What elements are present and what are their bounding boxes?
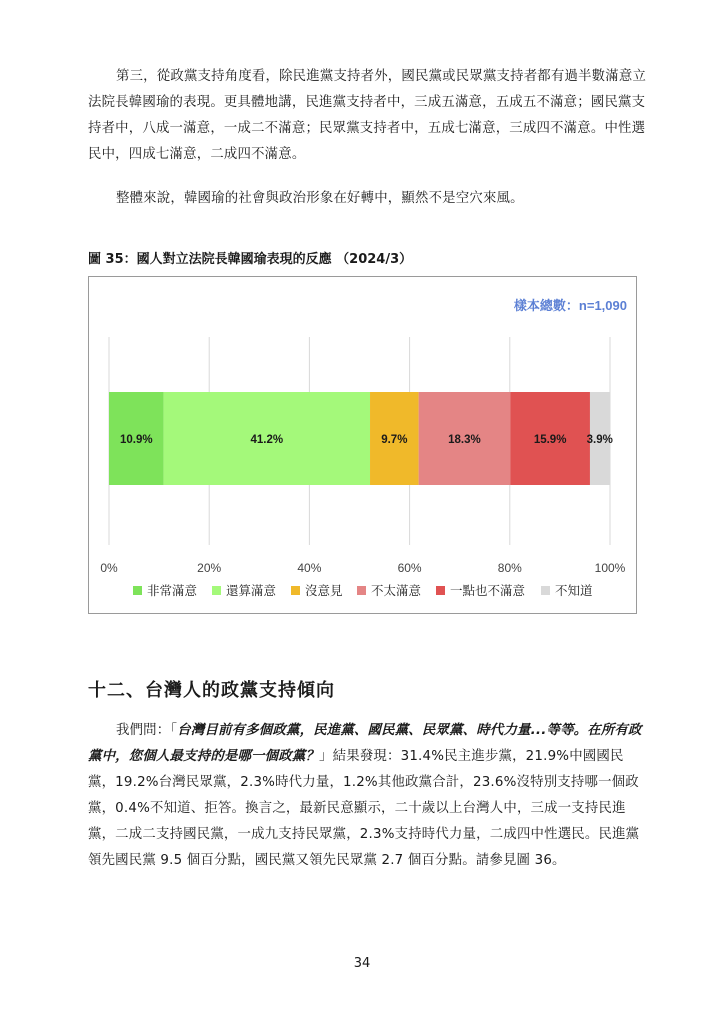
legend-swatch	[357, 586, 366, 595]
data-label: 3.9%	[586, 434, 613, 446]
question-close: 」	[319, 749, 333, 764]
section-heading: 十二、台灣人的政黨支持傾向	[88, 680, 335, 701]
legend-label: 非常滿意	[147, 583, 198, 598]
data-label: 9.7%	[381, 434, 408, 446]
paragraph-text: 第三，從政黨支持角度看，除民進黨支持者外，國民黨或民眾黨支持者都有過半數滿意立法院長韓國瑜的表現。更具體地講，民進黨支持者中，三成五滿意，五成五不滿意；國民黨支持者中，八成一滿意，一成二不滿意；民眾黨支持者中，五成七滿意，三成四不滿意。中性選民中，四成七滿意，二成四不滿意。	[88, 69, 647, 162]
legend-swatch	[133, 586, 142, 595]
x-tick-label: 60%	[397, 561, 422, 575]
sample-size-note: 樣本總數：n=1,090	[513, 298, 627, 313]
legend-label: 不知道	[555, 583, 593, 598]
survey-question: 台灣目前有多個政黨，民進黨、國民黨、民眾黨、時代力量...等等。在所有政黨中，您個人最支持的是哪一個政黨？	[88, 723, 642, 764]
figure-caption: 圖 35：國人對立法院長韓國瑜表現的反應 （2024/3）	[88, 252, 413, 267]
legend-label: 沒意見	[305, 583, 343, 598]
legend-swatch	[436, 586, 445, 595]
paragraph-text: 整體來說，韓國瑜的社會與政治形象在好轉中，顯然不是空穴來風。	[116, 191, 524, 206]
legend-swatch	[212, 586, 221, 595]
page-number: 34	[353, 956, 371, 971]
legend-label: 還算滿意	[226, 583, 277, 598]
data-label: 18.3%	[448, 434, 481, 446]
data-label: 15.9%	[533, 434, 567, 446]
paragraph-party-support	[88, 64, 648, 168]
paragraph-party-preference	[88, 718, 648, 874]
legend-swatch	[291, 586, 300, 595]
legend	[133, 583, 593, 598]
legend-swatch	[541, 586, 550, 595]
x-tick-label: 80%	[497, 561, 522, 575]
legend-label: 不太滿意	[371, 583, 422, 598]
data-label: 10.9%	[119, 434, 153, 446]
chart-frame	[88, 276, 637, 614]
x-tick-label: 20%	[197, 561, 222, 575]
question-lead: 我們問：「	[116, 723, 178, 738]
x-tick-label: 100%	[594, 561, 626, 575]
data-label: 41.2%	[250, 434, 284, 446]
paragraph-summary	[88, 186, 648, 212]
x-tick-label: 40%	[297, 561, 322, 575]
paragraph-text: 結果發現：31.4%民主進步黨，21.9%中國國民黨，19.2%台灣民眾黨，2.3%時代力量，1.2%其他政黨合計，23.6%沒特別支持哪一個政黨，0.4%不知道、拒答。換言之，最新民意顯示，二十歲以上台灣人中，三成一支持民進黨，二成二支持國民黨，一成九支持民眾黨，2.3%支持時代力量，二成四中性選民。民進黨領先國民黨 9.5 個百分點，國民黨又領先民眾黨 2.7 個百分點。請參見圖 36。	[88, 749, 640, 868]
legend-label: 一點也不滿意	[450, 583, 526, 598]
x-axis-ticks	[100, 561, 625, 575]
x-tick-label: 0%	[100, 561, 118, 575]
stacked-bar-chart	[89, 277, 638, 615]
